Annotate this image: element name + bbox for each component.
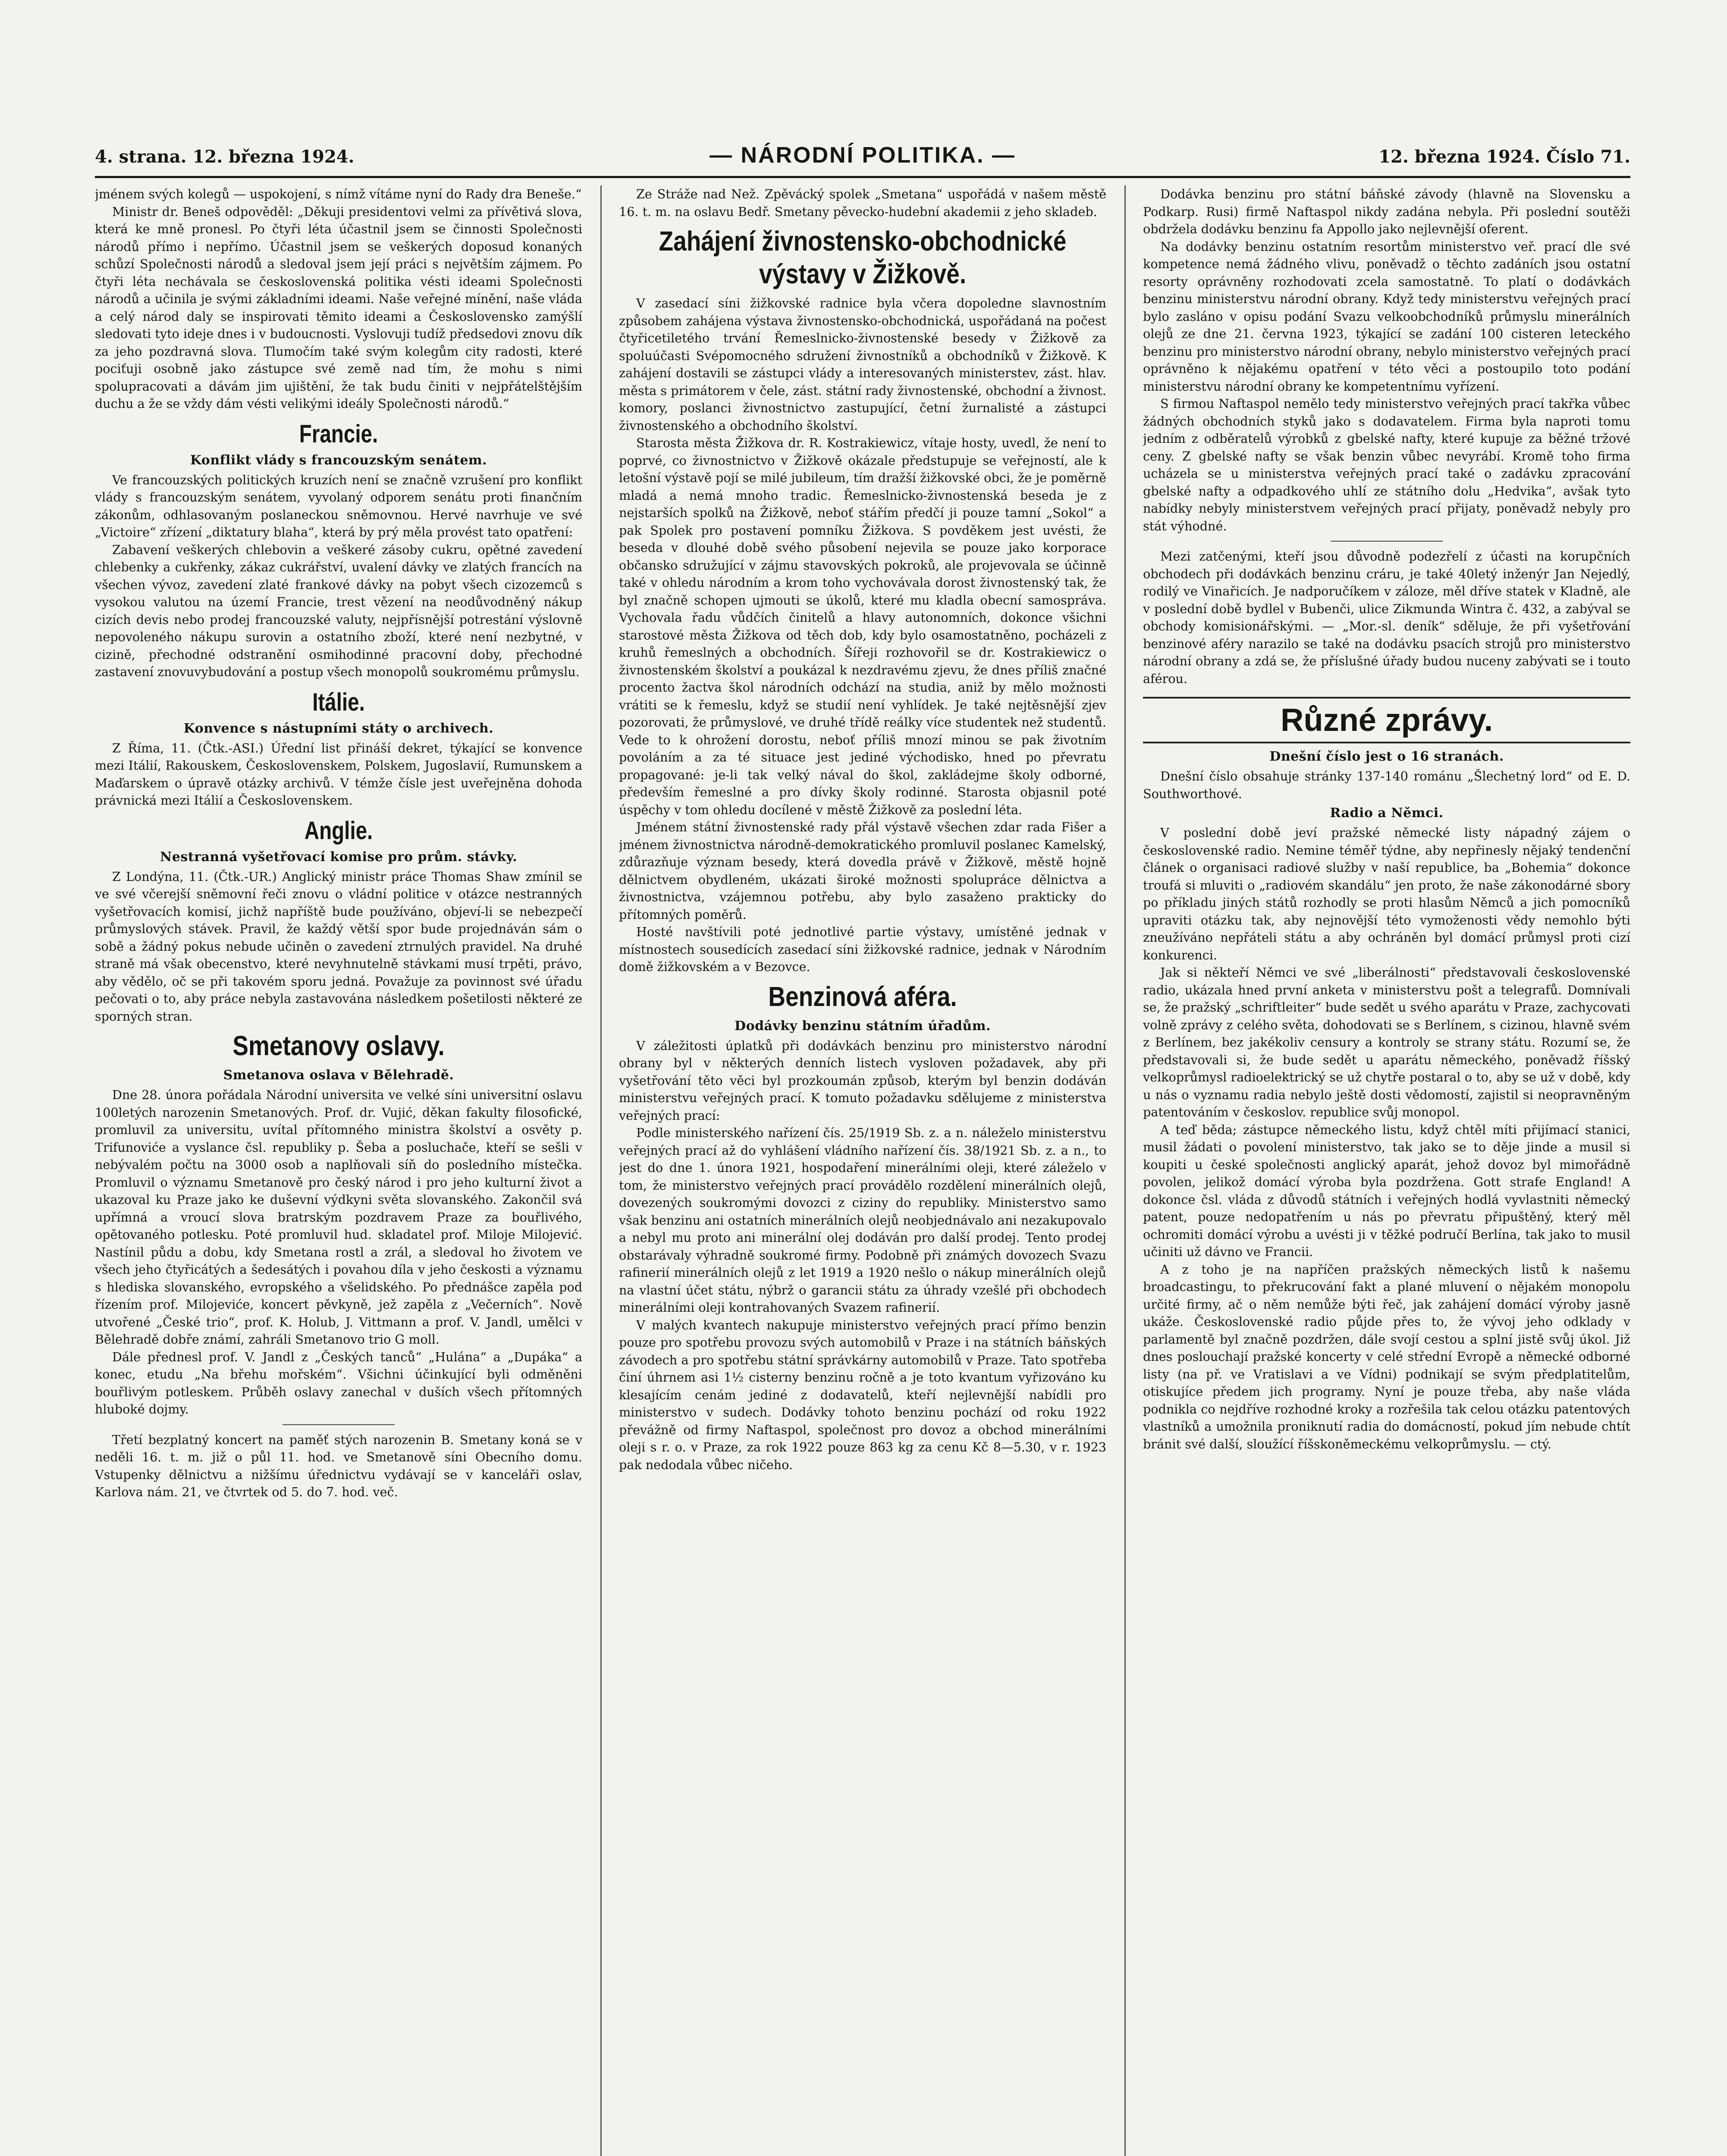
masthead-rule [95, 176, 1630, 178]
article-text: Na dodávky benzinu ostatním resortům ministerstvo veř. prací dle své kompetence nemá žádného vlivu, poněvadž o těchto zadáních jsou ostatní resorty oprávněny rozhodovati zcela samostatně. To platí o dodávkách benzinu ministerstvu národní obrany. Když tedy ministerstvu veřejných prací bylo zasláno v opisu podání Svazu velkoobchodníků průmyslu minerálních olejů ze dne 21. června 1923, týkající se zadání 100 cisteren leteckého benzinu pro ministerstvo národní obrany, nebylo ministerstvo veřejných prací oprávněno k nějakému opatření v této věci a postoupilo toto podání ministerstvu národní obrany ke kompetentnímu vyřízení. [1143, 239, 1630, 394]
article-text: Ve francouzských politických kruzích není se značně vzrušení pro konflikt vlády s francouzským senátem, vyvolaný odporem senátu proti finančním zákonům, odhlasovaným poslaneckou sněmovnou. Hervé navrhuje ve své „Victoire“ zřízení „diktatury blaha“, která by prý měla provést tato opatření: [95, 472, 582, 539]
article-text: Třetí bezplatný koncert na paměť stých narozenin B. Smetany koná se v neděli 16. t. m. již o půl 11. hod. ve Smetanově síni Obecního domu. Vstupenky dělnictvu a nižšímu úřednictvu vydávají se v kanceláři oslav, Karlova nám. 21, ve čtvrtek od 5. do 7. hod. več. [95, 1432, 582, 1499]
article-text: Ministr dr. Beneš odpověděl: „Děkuji presidentovi velmi za přívětivá slova, která ke mně pronesl. Po čtyři léta účastnil jsem se činnosti Společnosti národů přímo i nepřímo. Účastnil jsem se veškerých doposud konaných schůzí Společnosti národů a sledoval jsem její práci s největším zájmem. Po čtyři léta nechávala se československá politika vésti ideami Společnosti národů a učinila je svými základními ideami. Naše veřejné mínění, naše vláda a celý národ daly se inspirovati těmito ideami a Československo zamýšlí sledovati tyto ideje dnes i v budoucnosti. Vyslovuji tudíž předsedovi znovu dík za jeho pozdravná slova. Tlumočím také svým kolegům city radosti, které pociťuji osobně jako zástupce své země nad tím, že mohu s nimi spolupracovati a dávám jim ujištění, že tak budu činiti v nejpřátelštějším duchu a že se vždy dám vésti velikými ideály Společnosti národů.“ [95, 204, 582, 411]
article-text: Dodávka benzinu pro státní báňské závody (hlavně na Slovensku a Podkarp. Rusi) firmě Naftaspol nikdy zadána nebyla. Při poslední soutěži obdržela dodávku benzinu fa Appollo jako nejlevnější oferent. [1143, 187, 1630, 236]
article-text: Mezi zatčenými, kteří jsou důvodně podezřelí z účasti na korupčních obchodech při dodávkách benzinu cráru, je také 40letý inženýr Jan Nejedlý, rodilý ve Vinařicích. Je nadporučíkem v záloze, měl dříve statek v Kladně, ale v poslední době bydlel v Bubenči, ulice Zikmunda Wintra č. 432, a zabýval se obchody komisionářskými. — „Mor.-sl. deník“ sděluje, že při vyšetřování benzinové aféry narazilo se také na dodávku psacích strojů pro ministerstvo národní obrany a zdá se, že příslušné úřady budou nuceny zabývati se i touto aférou. [1143, 549, 1630, 686]
article-text: Z Londýna, 11. (Čtk.-UR.) Anglický ministr práce Thomas Shaw zmínil se ve své včerejší sněmovní řeči znovu o vládní politice v otázce nestranných vyšetřovacích komisí, jichž napříště bude používáno, objeví-li se nebezpečí průmyslových stávek. Pravil, že každý větší spor bude projednáván sám o sobě a žádný pokus nebude učiněn o zavedení ztrnulých pravidel. Na druhé straně má však obecenstvo, které nevyhnutelně stávkami musí trpěti, právo, aby vědělo, oč se při takovém sporu jedná. Považuje za povinnost své úřadu pečovati o to, aby práce nebyla zastavována následkem pošetilosti některé ze sporných stran. [95, 869, 582, 1024]
newspaper-page [95, 142, 1630, 2156]
article-text: Podle ministerského nařízení čís. 25/1919 Sb. z. a n. náleželo ministerstvu veřejných prací až do vyhlášení vládního nařízení čís. 38/1921 Sb. z. a n., to jest do dne 1. února 1921, hospodaření minerálními oleji, které záleželo v tom, že ministerstvo veřejných prací provádělo rozdělení minerálních olejů, dovezených soukromými dovozci z ciziny do republiky. Ministerstvo samo však benzinu ani ostatních minerálních olejů neobjednávalo ani nezakupovalo a nebyl mu proto ani minerální olej dodáván pro další prodej. Tento prodej obstarávaly výhradně soukromé firmy. Podobně při známých dovozech Svazu rafinerií minerálních olejů z let 1919 a 1920 nešlo o nákup minerálních olejů na vlastní účet státu, nýbrž o garancii státu za úhrady vzešlé při obchodech minerálními oleji kontrahovaných Svazem rafinerií. [619, 1125, 1106, 1315]
divider [1331, 541, 1443, 542]
article-text: Z Říma, 11. (Čtk.-ASI.) Úřední list přináší dekret, týkající se konvence mezi Itálií, Rakouskem, Československem, Polskem, Jugoslavií, Rumunskem a Maďarskem o úpravě otázky archivů. V témže čísle jest uveřejněna dohoda právnická mezi Itálií a Československem. [95, 740, 582, 808]
article-text: Dále přednesl prof. V. Jandl z „Českých tanců“ „Hulána“ a „Dupáka“ a konec, etudu „Na břehu mořském“. Všichni účinkující byli odměněni bouřlivým potleskem. Průběh oslavy zanechal v duších všech přítomných hluboké dojmy. [95, 1349, 582, 1416]
subheading: Dodávky benzinu státním úřadům. [735, 1018, 991, 1034]
page-number-date: 4. strana. 12. března 1924. [95, 147, 355, 167]
divider [283, 1424, 395, 1425]
section-heading-misc-news: Různé zprávy. [1143, 697, 1630, 743]
article-text: V záležitosti úplatků při dodávkách benzinu pro ministerstvo národní obrany byl v některých denních listech vysloven požadavek, aby při vyšetřování těto věci byl prozkoumán způsob, kterým byl benzin dodáván ministerstvu veřejných prací. K tomuto požadavku sdělujeme z ministerstva veřejných prací: [619, 1038, 1106, 1123]
column-divider [1124, 185, 1126, 2156]
subheading: Radio a Němci. [1330, 805, 1444, 821]
article-text: S firmou Naftaspol nemělo tedy ministerstvo veřejných prací takřka vůbec žádných obchodních styků jako s dodavatelem. Firma byla naproti tomu jedním z odběratelů výrobků z gbelské nafty, které kupuje za běžné tržové ceny. Z gbelské nafty se však benzin vůbec nevyrábí. Kromě toho firma ucházela se u ministerstva veřejných prací také o zadávku zpracování gbelské nafty a odpadkového uhlí ze státního dolu „Hedvika“, avšak tyto nabídky nebyly ministerstvem veřejných prací přijaty, poněvadž nebyly pro stát výhodné. [1143, 396, 1630, 533]
subheading: Konvence s nástupními státy o archivech. [183, 721, 494, 736]
column-2 [619, 185, 1106, 2156]
article-text: Jak si někteří Němci ve své „liberálnosti“ představovali československé radio, ukázala hned první anketa v ministerstvu pošt a telegrafů. Domnívali se, že pražský „schriftleiter“ bude sedět u svého aparátu v Praze, zachycovati volně zprávy z celého světa, dohodovati se s Berlínem, s cizinou, hlavně svém z Berlínem, bez jakékoliv censury a kontroly se strany státu. Rozumí se, že představovali si, že bude sedět u aparátu německého, poněvadž říšský velkoprůmysl radioelektrický se už chytře postaral o to, aby se už v době, kdy u nás o vyznamu radia nebylo ještě dosti vědomostí, zajistil si neopravněným patentováním v českoslov. republice svůj monopol. [1143, 965, 1630, 1119]
section-heading-smetana: Smetanovy oslavy. [232, 1030, 445, 1061]
section-heading-italy: Itálie. [312, 688, 365, 716]
article-text: Starosta města Žižkova dr. R. Kostrakiewicz, vítaje hosty, uvedl, že není to poprvé, co živnostnictvo v Žižkově okázale předstupuje se veřejností, ale k letošní výstavě pojí se milé jubileum, tím dražší žižkovské obci, že je poměrně mladá a nemá mnoho tradic. Řemeslnicko-živnostenská beseda je z nejstarších spolků na Žižkově, neboť stářím předčí ji pouze tamní „Sokol“ a pak Spolek pro postavení pomníku Žižkova. S povděkem jest uvésti, že beseda v dlouhé době svého působení nejevila se pouze jako korporace občansko sdružující v zájmu stavovských pokroků, ale projevovala se účinně také v ohledu národním a krom toho vychovávala dorost živnostenský tak, že byl značně schopen ujmouti se úkolů, které mu kladla obecní samospráva. Vychovala řadu vůdčích činitelů a hlavy autonomních, dokonce všichni starostové města Žižkova od těch dob, kdy bylo osamostatněno, pocházeli z kruhů řemeslných a obchodních. Šířeji rozhovořil se dr. Kostrakiewicz o živnostenském školství a poukázal k nezdravému zjevu, že dnes příliš značné procento žactva škol národních odchází na studia, aniž by mělo možnosti vrátiti se k řemeslu, když se studií není vyhlídek. Je také nejtěsnější zjev pozorovati, že průmyslové, ve druhé třídě reálky více studentek než studentů. Vede to k ohrožení dorostu, neboť příliš mnozí minou se pak životním povoláním a za té situace jest jediné východisko, hned po převratu propagované: je-li tak velký nával do škol, zakládejme školy odborné, především řemeslné a pro dívky školy rodinné. Starosta objasnil poté úspěchy v tom ohledu docílené v městě Žižkově za poslední léta. [619, 436, 1106, 817]
article-text: V zasedací síni žižkovské radnice byla včera dopoledne slavnostním způsobem zahájena výstava živnostensko-obchodnická, uspořádaná na počest čtyřicetiletého trvání Řemeslnicko-živnostenské besedy v Žižkově za spoluúčasti Svépomocného sdružení živnostníků a obchodníků v Žižkově. K zahájení dostavili se zástupci vlády a interesovaných ministerstev, zást. hlav. města s primátorem v čele, zást. státní rady živnostenské, obchodní a živnost. komory, poslanci živnostnictvo zastupující, četní žurnalisté a zástupci živnostenského a obchodního školství. [619, 296, 1106, 433]
article-text: A teď běda; zástupce německého listu, když chtěl míti přijímací stanici, musil žádati o povolení ministerstvo, tak jako se to děje jinde a musil si koupiti u české společnosti anglický aparát, jehož dovoz byl mimořádně povolen, jelikož domácí výroba byla pozdržena. Gott strafe England! A dokonce čsl. vláda z důvodů státních i veřejných hodlá vyvlastniti německý patent, pouze nedopatřením u nás po převratu připuštěný, který měl ochromiti domácí výrobu a uvésti ji v těžké područí Berlína, tak jako to musil učiniti už dávno ve Francii. [1143, 1122, 1630, 1259]
column-1 [95, 185, 582, 2156]
section-heading-france: Francie. [299, 420, 378, 448]
subheading: Dnešní číslo jest o 16 stranách. [1269, 749, 1504, 764]
article-text: V poslední době jeví pražské německé listy nápadný zájem o československé radio. Nemine téměř týdne, aby nepřinesly nějaký tendenční článek o organisaci radiové služby v naší republice, ba „Bohemia“ dokonce troufá si mluviti o „radiovém skandálu“ jen proto, že naše zákonodárné sbory po příkladu jiných států rozhodly se proti hlasům Němců a jich pomocníků upraviti otázku tak, aby nejnovější této vymoženosti vědy nemohlo býti zneužíváno nepřáteli státu a aby ochráněn byl domácí průmysl proti cizí konkurenci. [1143, 825, 1630, 962]
section-heading-england: Anglie. [304, 816, 373, 845]
column-divider [600, 185, 602, 2156]
article-text: Ze Stráže nad Než. Zpěvácký spolek „Smetana“ uspořádá v našem městě 16. t. m. na oslavu Bedř. Smetany pěvecko-hudební akademii z jeho skladeb. [619, 187, 1106, 219]
headline-zizkov-exhibition: Zahájení živnostensko-obchodnické výstavy v Žižkově. [659, 226, 1067, 289]
article-text: jménem svých kolegů — uspokojení, s nímž vítáme nyní do Rady dra Beneše.“ [95, 187, 582, 201]
headline-benzin-affair: Benzinová aféra. [768, 981, 957, 1012]
subheading: Smetanova oslava v Bělehradě. [223, 1068, 454, 1083]
article-text: A z toho je na napříčen pražských německých listů k našemu broadcastingu, to překrucování fakt a plané mluvení o nějakém monopolu určité firmy, ač o něm nemůže býti řeč, jak zahájení domácí výroby jasně ukáže. Československé radio půjde přes to, že vývoj jeho odklady v parlamentě byl značně pozdržen, dále svojí cestou a splní jistě svůj úkol. Již dnes poslouchají pražské koncerty v celé střední Evropě a německé odborné listy (na př. ve Vratislavi a ve Vídni) podnikají se svým předplatitelům, otiskujíce předem jich programy. Nyní je pouze třeba, aby naše vláda podnikla co nejdříve rozhodné kroky a rozřešila tak celou otázku patentových vlastníků a umožnila proniknutí radia do domácností, pokud jím nebude chtít bránit své další, sloužící říšskoněmeckému velkoprůmyslu. — ctý. [1143, 1262, 1630, 1451]
article-text: V malých kvantech nakupuje ministerstvo veřejných prací přímo benzin pouze pro spotřebu provozu svých automobilů v Praze i na státních báňských závodech a pro spotřebu státní správkárny automobilů v Praze. Tato spotřeba činí úhrnem asi 1½ cisterny benzinu ročně a je toto kvantum vyřizováno ku klesajícím cenám jediné z dodavatelů, kteří nejlevnější nabídli pro ministerstvo v sudech. Dodávky tohoto benzinu pochází od roku 1922 převážně od firmy Naftaspol, společnost pro dovoz a obchod minerálními oleji s r. o. v Praze, za rok 1922 pouze 863 kg za cenu Kč 8—5.30, v r. 1923 pak nedodala vůbec ničeho. [619, 1317, 1106, 1472]
article-text: Dnešní číslo obsahuje stránky 137-140 románu „Šlechetný lord“ od E. D. Southworthové. [1143, 769, 1630, 801]
issue-date-number: 12. března 1924. Číslo 71. [1378, 147, 1630, 167]
article-text: Hosté navštívili poté jednotlivé partie výstavy, umístěné jednak v místnostech sousedících zasedací síni žižkovské radnice, jednak v Národním domě žižkovském a v Bezovce. [619, 924, 1106, 974]
article-text: Zabavení veškerých chlebovin a veškeré zásoby cukru, opětné zavedení chlebenky a cukřenky, zákaz cukrářství, uvalení dávky ve zlatých francích na všechen vývoz, zavedení zlaté frankové dávky na pobyt všech cizozemců s vysokou valutou na území Francie, trest vězení na neodůvodněný nákup cizích devis nebo prodej francouzské valuty, nejpřísnější potrestání výslovně nepovoleného nákupu surovin a ostatního zboží, které není nezbytné, v cizině, přechodné odstranění osmihodinné pracovní doby, přechodné zastavení znovuvybudování a postup všech monopolů soukromému průmyslu. [95, 542, 582, 679]
masthead [95, 142, 1630, 172]
article-text: Jménem státní živnostenské rady přál výstavě všechen zdar rada Fišer a jménem živnostnictva národně-demokratického promluvil poslanec Kamelský, zdůrazňuje význam besedy, která dovedla právě v Žižkově, městě hojně dělnictvem obydleném, ukázati široké možnosti spolupráce dělnictva a živnostnictva, vzájemnou potřebu, aby bylo zasaženo prakticky do přítomných poměrů. [619, 820, 1106, 922]
article-text: Dne 28. února pořádala Národní universita ve velké síni universitní oslavu 100letých narozenin Smetanových. Prof. dr. Vujić, děkan fakulty filosofické, promluvil za universitu, uvítal přítomného ministra školství a osvěty p. Trifunoviće a vyslance čsl. republiky p. Šeba a posluchače, kteří se sešli v nebývalém počtu na 3000 osob a naplňovali síň do posledního místečka. Promluvil o významu Smetanově pro český národ i pro jeho kulturní život a ukazoval ku Praze jako ke duševní výdkyni světa slovanského. Zakončil svá upřímná a vroucí slova bratrským pozdravem Praze za bouřlivého, opětovaného potlesku. Poté promluvil hud. skladatel prof. Miloje Milojević. Nastínil půdu a dobu, kdy Smetana rostl a zrál, a sledoval ho životem ve všech jeho čtyřicátých a šedesátých i povahou díla v jeho českosti a významu s hlediska slovanského, evropského a všelidského. Po přednášce zapěla pod řízením prof. Milojeviće, koncert pěvkyně, jež zapěla z „Večerních“. Nově utvořené „České trio“, prof. K. Holub, J. Vittmann a prof. V. Jandl, umělci v Bělehradě dobře známí, zahráli Smetanovo trio G moll. [95, 1087, 582, 1347]
subheading: Konflikt vlády s francouzským senátem. [190, 452, 487, 468]
column-3 [1143, 185, 1630, 2156]
newspaper-title: — NÁRODNÍ POLITIKA. — [709, 143, 1016, 168]
subheading: Nestranná vyšetřovací komise pro prům. stávky. [160, 849, 518, 865]
